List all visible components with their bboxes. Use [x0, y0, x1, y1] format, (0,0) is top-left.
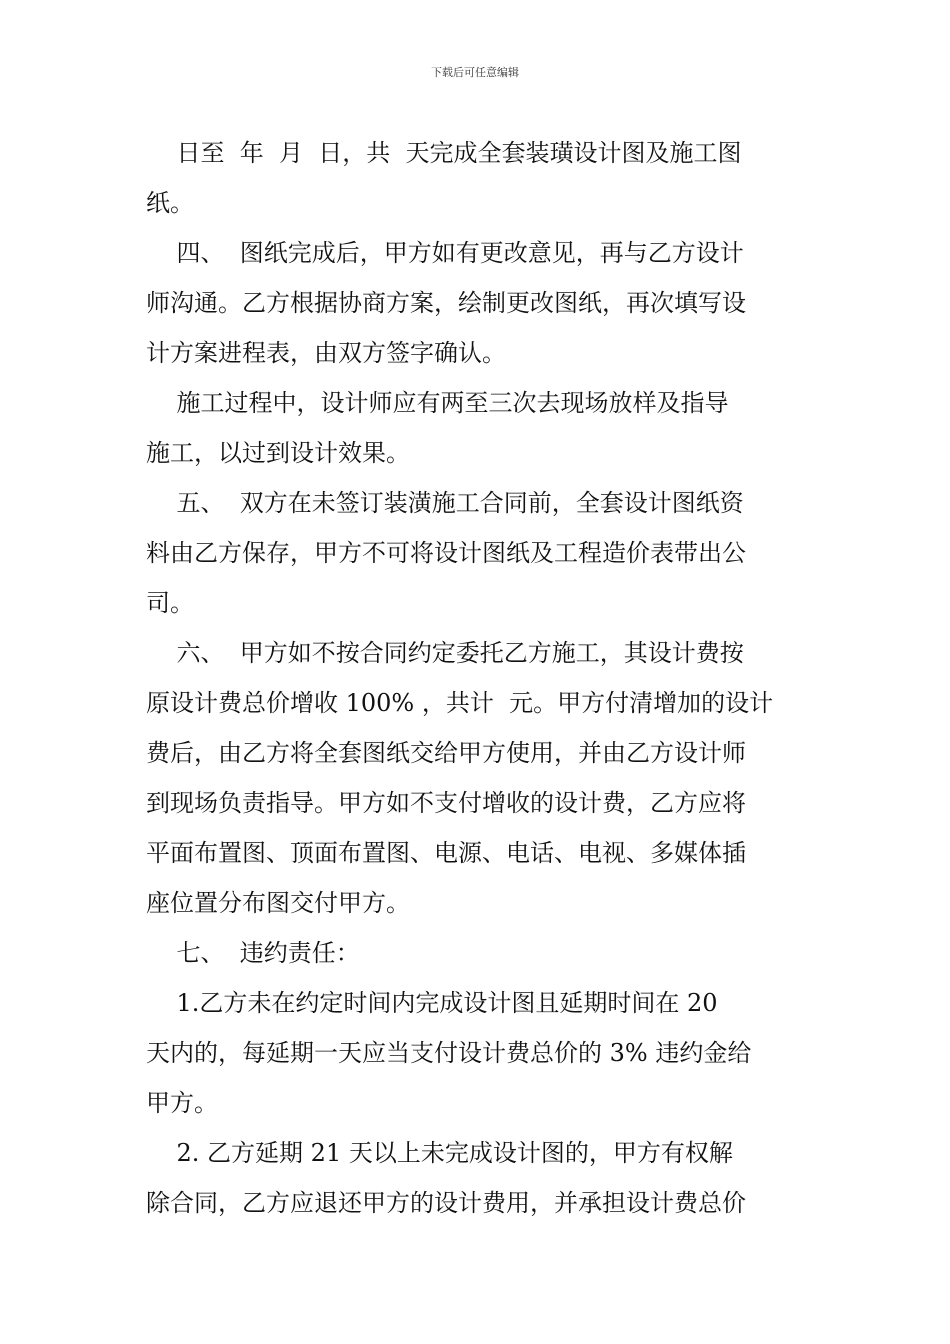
text-line: 除合同，乙方应退还甲方的设计费用，并承担设计费总价	[146, 1189, 746, 1217]
page-header: 下载后可任意编辑	[431, 66, 519, 79]
text-line: 原设计费总价增收 100% ，共计 元。甲方付清增加的设计	[146, 689, 774, 717]
text-line: 1.乙方未在约定时间内完成设计图且延期时间在 20	[146, 989, 718, 1017]
text-line: 计方案进程表，由双方签字确认。	[146, 339, 506, 367]
text-line: 四、 图纸完成后，甲方如有更改意见，再与乙方设计	[146, 239, 744, 267]
text-line: 施工，以过到设计效果。	[146, 439, 410, 467]
text-line: 师沟通。乙方根据协商方案，绘制更改图纸，再次填写设	[146, 289, 746, 317]
text-line: 料由乙方保存，甲方不可将设计图纸及工程造价表带出公	[146, 539, 746, 567]
text-line: 平面布置图、顶面布置图、电源、电话、电视、多媒体插	[146, 839, 746, 867]
text-line: 司。	[146, 589, 194, 617]
text-line: 七、 违约责任：	[146, 939, 360, 967]
text-line: 五、 双方在未签订装潢施工合同前，全套设计图纸资	[146, 489, 744, 517]
text-line: 六、 甲方如不按合同约定委托乙方施工，其设计费按	[146, 639, 744, 667]
document-body	[146, 128, 808, 1228]
text-line: 甲方。	[146, 1089, 218, 1117]
text-line: 费后，由乙方将全套图纸交给甲方使用，并由乙方设计师	[146, 739, 746, 767]
text-line: 座位置分布图交付甲方。	[146, 889, 410, 917]
text-line: 施工过程中，设计师应有两至三次去现场放样及指导	[146, 389, 729, 417]
text-line: 天内的，每延期一天应当支付设计费总价的 3% 违约金给	[146, 1039, 752, 1067]
text-line: 日至 年 月 日，共 天完成全套装璜设计图及施工图	[146, 139, 742, 167]
text-line: 2. 乙方延期 21 天以上未完成设计图的，甲方有权解	[146, 1139, 733, 1167]
text-line: 纸。	[146, 189, 194, 217]
text-line: 到现场负责指导。甲方如不支付增收的设计费，乙方应将	[146, 789, 746, 817]
